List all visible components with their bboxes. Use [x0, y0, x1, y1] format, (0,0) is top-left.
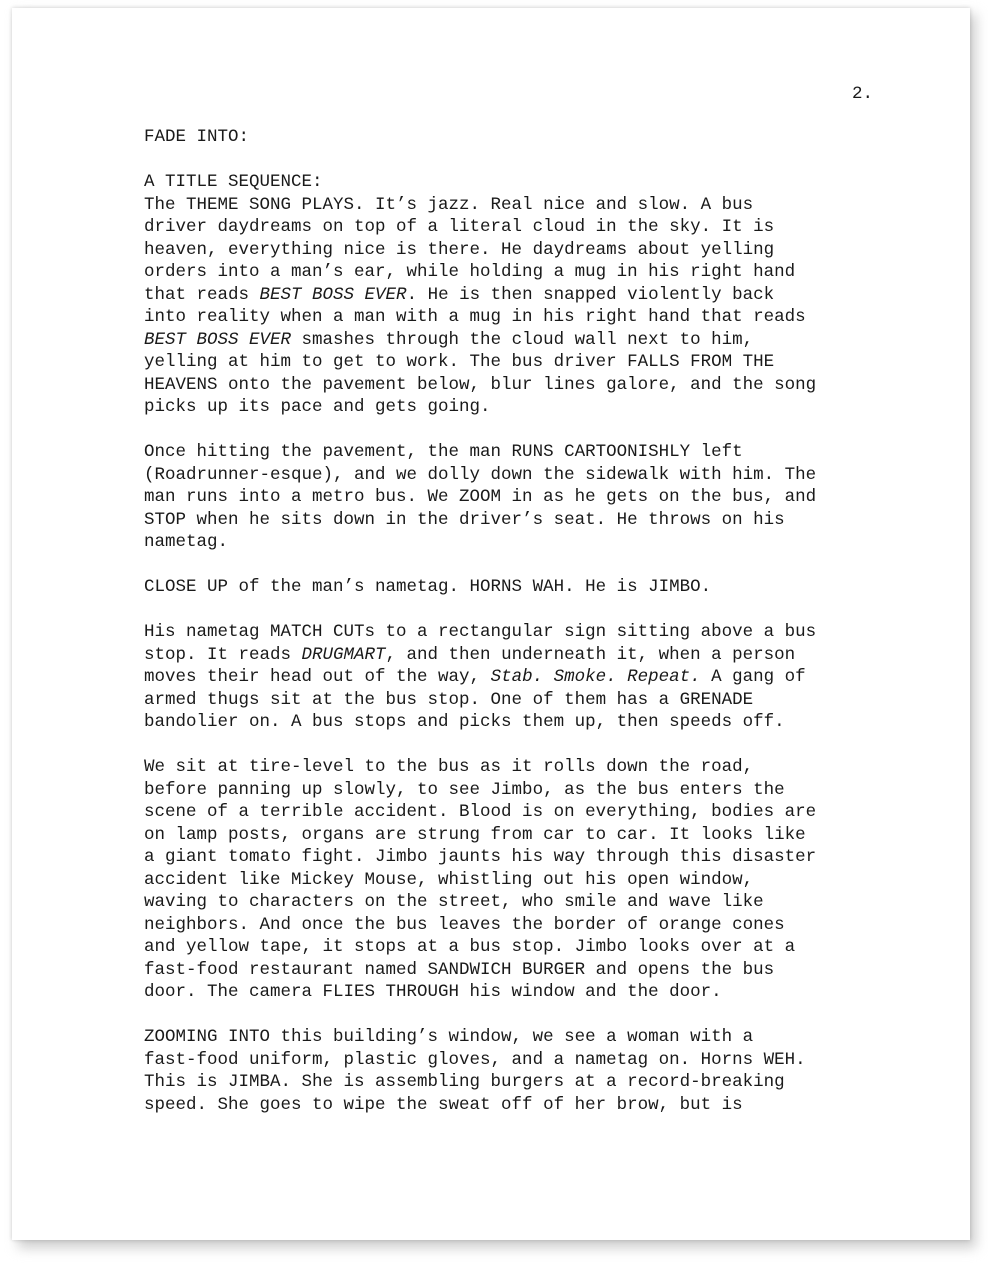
text-run: This is JIMBA. She is assembling burgers at a record-breaking — [144, 1072, 785, 1092]
scene-heading: A TITLE SEQUENCE: — [144, 172, 323, 192]
text-run: waving to characters on the street, who smile and wave like — [144, 892, 764, 912]
text-run: moves their head out of the way, — [144, 667, 491, 687]
action-line — [144, 239, 884, 262]
action-line — [144, 306, 884, 329]
action-line — [144, 1071, 884, 1094]
italic-text: DRUGMART — [301, 644, 386, 665]
blank-line — [144, 149, 884, 172]
text-run: fast-food restaurant named SANDWICH BURGER and opens the bus — [144, 959, 775, 980]
action-line — [144, 284, 884, 307]
blank-line — [144, 554, 884, 577]
action-line — [144, 1094, 884, 1117]
action-line — [144, 509, 884, 532]
text-run: a giant tomato fight. Jimbo jaunts his way through this disaster — [144, 847, 817, 867]
action-paragraph — [144, 576, 884, 599]
text-run: driver daydreams on top of a literal cloud in the sky. It is — [144, 217, 775, 237]
transition: FADE INTO: — [144, 127, 250, 147]
action-line — [144, 621, 884, 644]
text-run: bandolier on. A bus stops and picks them up, then speeds off. — [144, 712, 785, 732]
action-paragraphs — [144, 194, 884, 1117]
text-run: yelling at him to get to work. The bus driver FALLS FROM THE — [144, 352, 775, 372]
text-run: fast-food uniform, plastic gloves, and a nametag on. Horns WEH. — [144, 1049, 806, 1070]
blank-line — [144, 734, 884, 757]
action-line — [144, 1026, 884, 1049]
text-run: ZOOMING INTO this building’s window, we see a woman with a — [144, 1027, 754, 1047]
action-line — [144, 1049, 884, 1072]
action-line — [144, 441, 884, 464]
text-run: on lamp posts, organs are strung from car to car. It looks like — [144, 824, 806, 845]
action-line — [144, 891, 884, 914]
text-run: speed. She goes to wipe the sweat off of her brow, but is — [144, 1094, 743, 1115]
text-run: that reads — [144, 284, 260, 305]
action-line — [144, 666, 884, 689]
action-line — [144, 689, 884, 712]
action-line — [144, 914, 884, 937]
text-run: CLOSE UP of the man’s nametag. HORNS WAH. He is JIMBO. — [144, 577, 712, 597]
blank-line — [144, 419, 884, 442]
action-paragraph — [144, 1026, 884, 1116]
action-paragraph — [144, 441, 884, 554]
text-run: picks up its pace and gets going. — [144, 397, 491, 417]
text-run: man runs into a metro bus. We ZOOM in as he gets on the bus, and — [144, 487, 817, 507]
text-run: A gang of — [700, 667, 806, 687]
action-line — [144, 846, 884, 869]
screenplay-body — [144, 126, 884, 1116]
action-line — [144, 216, 884, 239]
action-line — [144, 959, 884, 982]
action-line — [144, 396, 884, 419]
italic-text: BEST BOSS EVER — [144, 329, 292, 350]
action-paragraph — [144, 756, 884, 1004]
text-run: Once hitting the pavement, the man RUNS CARTOONISHLY left — [144, 442, 743, 462]
action-line — [144, 576, 884, 599]
action-paragraph — [144, 621, 884, 734]
text-run: We sit at tire-level to the bus as it rolls down the road, — [144, 757, 754, 777]
screenplay-page — [12, 8, 970, 1240]
action-line — [144, 531, 884, 554]
text-run: and yellow tape, it stops at a bus stop. Jimbo looks over at a — [144, 937, 796, 957]
action-line — [144, 464, 884, 487]
text-run: into reality when a man with a mug in his right hand that reads — [144, 307, 806, 327]
action-line — [144, 981, 884, 1004]
action-line — [144, 486, 884, 509]
blank-line — [144, 599, 884, 622]
action-line — [144, 801, 884, 824]
action-line — [144, 644, 884, 667]
action-line — [144, 351, 884, 374]
text-run: accident like Mickey Mouse, whistling out his open window, — [144, 869, 754, 890]
action-line — [144, 374, 884, 397]
text-run: smashes through the cloud wall next to him, — [291, 329, 754, 350]
text-run: STOP when he sits down in the driver’s seat. He throws on his — [144, 509, 785, 530]
text-run: door. The camera FLIES THROUGH his window and the door. — [144, 982, 722, 1002]
action-line — [144, 756, 884, 779]
action-line — [144, 261, 884, 284]
blank-line — [144, 1004, 884, 1027]
action-line — [144, 936, 884, 959]
action-paragraph — [144, 194, 884, 419]
text-run: . He is then snapped violently back — [406, 284, 775, 305]
page-number: 2. — [851, 84, 873, 104]
italic-text: BEST BOSS EVER — [259, 284, 407, 305]
italic-text: Stab. Smoke. Repeat. — [490, 667, 701, 687]
action-line — [144, 329, 884, 352]
text-run: before panning up slowly, to see Jimbo, as the bus enters the — [144, 779, 785, 800]
text-run: His nametag MATCH CUTs to a rectangular sign sitting above a bus — [144, 622, 817, 642]
text-run: scene of a terrible accident. Blood is on everything, bodies are — [144, 802, 817, 822]
action-line — [144, 194, 884, 217]
text-run: armed thugs sit at the bus stop. One of them has a GRENADE — [144, 689, 754, 710]
action-line — [144, 869, 884, 892]
action-line — [144, 779, 884, 802]
text-run: nametag. — [144, 532, 229, 552]
text-run: stop. It reads — [144, 644, 302, 665]
text-run: (Roadrunner-esque), and we dolly down the sidewalk with him. The — [144, 464, 817, 485]
text-run: The THEME SONG PLAYS. It’s jazz. Real nice and slow. A bus — [144, 194, 754, 215]
text-run: heaven, everything nice is there. He daydreams about yelling — [144, 239, 775, 260]
action-line — [144, 711, 884, 734]
text-run: orders into a man’s ear, while holding a mug in his right hand — [144, 262, 796, 282]
action-line — [144, 824, 884, 847]
text-run: HEAVENS onto the pavement below, blur lines galore, and the song — [144, 374, 817, 395]
text-run: , and then underneath it, when a person — [385, 644, 796, 665]
text-run: neighbors. And once the bus leaves the border of orange cones — [144, 914, 785, 935]
